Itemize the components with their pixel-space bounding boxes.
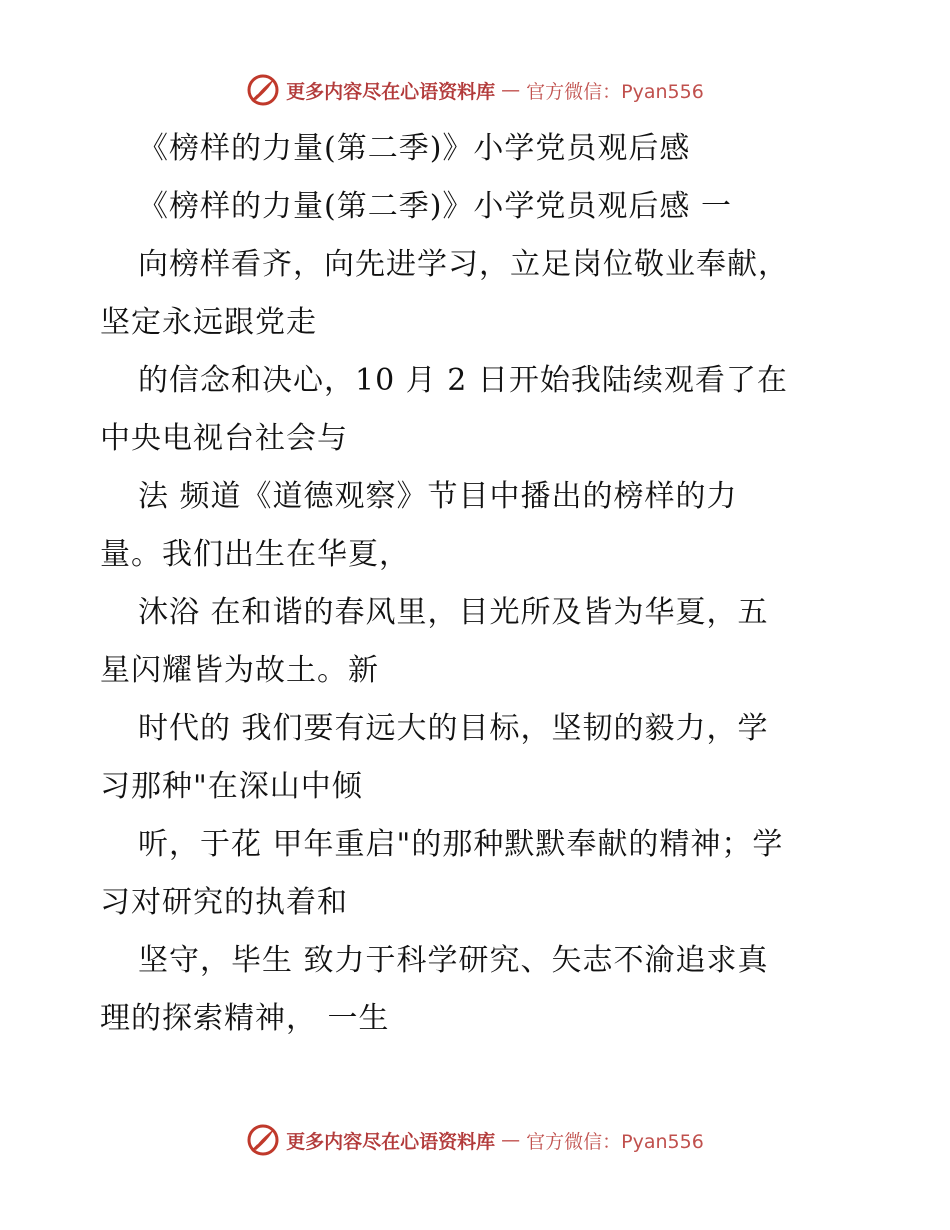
banner-wechat-id: 官方微信：Pyan556 [526, 1130, 704, 1153]
doc-line: 沐浴 在和谐的春风里，目光所及皆为华夏，五 [138, 595, 769, 630]
doc-line: 量。我们出生在华夏， [100, 537, 410, 572]
banner-site-name: 更多内容尽在心语资料库 [286, 1130, 496, 1153]
doc-line: 法 频道《道德观察》节目中播出的榜样的力 [138, 479, 738, 514]
doc-line: 中央电视台社会与 [100, 421, 348, 456]
doc-line: 理的探索精神， 一生 [100, 1001, 390, 1036]
doc-line: 坚定永远跟党走 [100, 305, 317, 340]
banner-site-name: 更多内容尽在心语资料库 [286, 80, 496, 103]
doc-line: 习对研究的执着和 [100, 885, 348, 920]
doc-line: 坚守，毕生 致力于科学研究、矢志不渝追求真 [138, 943, 769, 978]
banner-dash: — [501, 79, 521, 101]
doc-line: 星闪耀皆为故土。新 [100, 653, 379, 688]
feather-logo-icon [246, 73, 280, 107]
doc-line: 《榜样的力量(第二季)》小学党员观后感 一 [138, 189, 732, 224]
feather-logo-icon [246, 1123, 280, 1157]
doc-title: 《榜样的力量(第二季)》小学党员观后感 [138, 131, 691, 166]
doc-line: 时代的 我们要有远大的目标，坚韧的毅力，学 [138, 711, 769, 746]
doc-line: 听，于花 甲年重启"的那种默默奉献的精神；学 [138, 827, 784, 862]
banner-dash: — [501, 1129, 521, 1151]
footer-watermark [0, 1120, 950, 1160]
document-body [100, 120, 890, 1048]
doc-line: 习那种"在深山中倾 [100, 769, 363, 804]
banner-wechat-id: 官方微信：Pyan556 [526, 80, 704, 103]
header-watermark [0, 70, 950, 110]
doc-line: 向榜样看齐，向先进学习，立足岗位敬业奉献， [138, 247, 789, 282]
doc-line: 的信念和决心，10 月 2 日开始我陆续观看了在 [138, 363, 788, 398]
